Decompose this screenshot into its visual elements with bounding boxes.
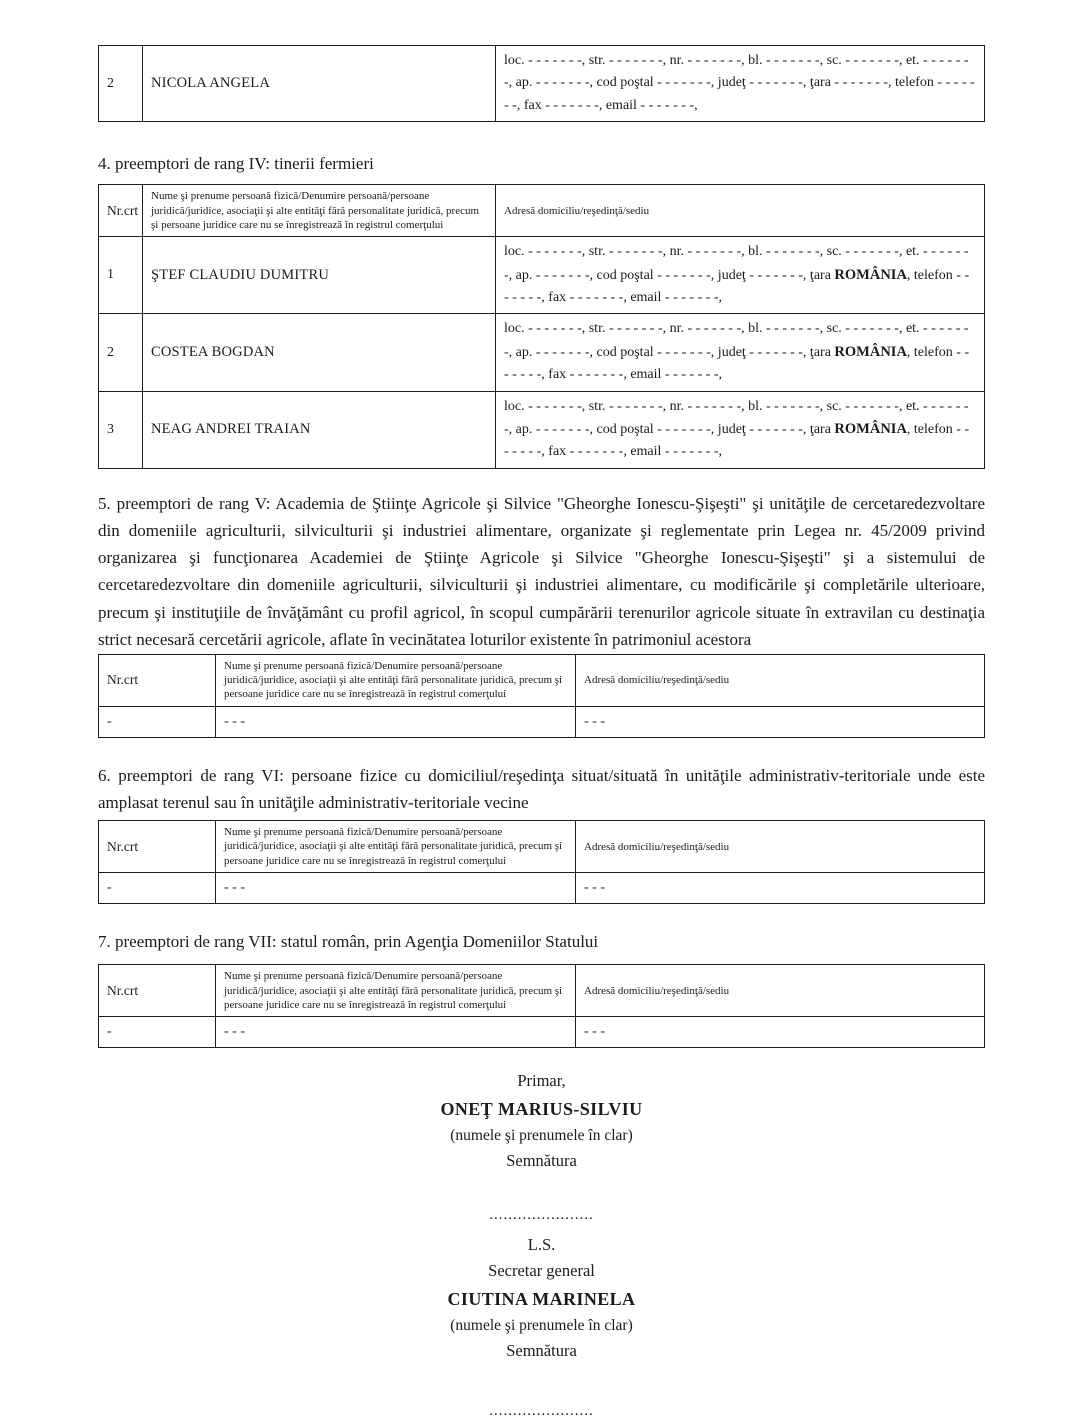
name-cell: - - - [216,706,576,737]
ls-stamp-label: L.S. [527,1234,556,1254]
row-number-cell: - [99,873,216,904]
section5-table [98,654,985,738]
address-text: , telefon - - - - - - -, fax - - - - - - -, email - - - - - - -, [504,421,970,460]
name-cell: NICOLA ANGELA [143,46,496,122]
secretar-name: CIUTINA MARINELA [447,1288,636,1309]
row-number-cell: 2 [99,46,143,122]
header-nr-cell: Nr.crt [99,654,216,706]
table-header-row [99,185,985,237]
header-nr-cell: Nr.crt [99,185,143,237]
section6-heading: 6. preemptori de rang VI: persoane fizice cu domiciliul/reşedinţa situat/situată în unităţile administrativ-teritoriale unde este amplasat terenul sau în unităţile administrativ-teritoriale vecine [98,765,985,812]
primar-name: ONEŢ MARIUS-SILVIU [440,1098,643,1119]
table-header-row [99,965,985,1017]
header-address-cell: Adresă domiciliu/reşedinţă/sediu [576,821,985,873]
section4-heading: 4. preemptori de rang IV: tinerii fermieri [98,154,374,174]
signature-dotted-line: ...................... [489,1402,594,1419]
signature-label: Semnătura [506,1151,577,1171]
header-name-cell: Nume şi prenume persoană fizică/Denumire persoană/persoane juridică/juridice, asociaţii şi alte entităţi fără personalitate juridică, precum şi persoane juridice care nu se înregistrează în registrul comerţului [216,821,576,873]
header-name-cell: Nume şi prenume persoană fizică/Denumire persoană/persoane juridică/juridice, asociaţii şi alte entităţi fără personalitate juridică, precum şi persoane juridice care nu se înregistrează în registrul comerţului [216,965,576,1017]
address-text: , telefon - - - - - - -, fax - - - - - - -, email - - - - - - -, [504,344,970,383]
row-number-cell: - [99,706,216,737]
signature-dotted-line: ...................... [489,1206,594,1223]
address-cell [496,391,985,468]
header-address-cell: Adresă domiciliu/reşedinţă/sediu [496,185,985,237]
table-header-row [99,654,985,706]
section7-table [98,964,985,1048]
signature-label: Semnătura [506,1341,577,1361]
header-name-cell: Nume şi prenume persoană fizică/Denumire persoană/persoane juridică/juridice, asociaţii şi alte entităţi fără personalitate juridică, precum şi persoane juridice care nu se înregistrează în registrul comerţului [216,654,576,706]
address-blank-text: loc. - - - - - - -, str. - - - - - - -, nr. - - - - - - -, bl. - - - - - - -, sc. - - - - - - -, et. - - - - - - -, ap. - - - - - - -, cod poştal - - - - - - -, judeţ - - - - - - -, ţara - - - - - - -, telefon - - - - - - -, fax - - - - - - -, email - - - - - - -, [504,53,975,113]
name-cell: COSTEA BOGDAN [143,314,496,391]
address-cell [496,237,985,314]
name-clarification-label: (numele şi prenumele în clar) [450,1126,633,1144]
row-number-cell: 2 [99,314,143,391]
name-cell: - - - [216,1017,576,1048]
name-cell: NEAG ANDREI TRAIAN [143,391,496,468]
signature-block [98,1073,985,1419]
header-address-cell: Adresă domiciliu/reşedinţă/sediu [576,965,985,1017]
row-number-cell: 1 [99,237,143,314]
header-name-cell: Nume şi prenume persoană fizică/Denumire persoană/persoane juridică/juridice, asociaţii şi alte entităţi fără personalitate juridică, precum şi persoane juridice care nu se înregistrează în registrul comerţului [143,185,496,237]
empty-table-row [99,706,985,737]
header-nr-cell: Nr.crt [99,821,216,873]
table-header-row [99,821,985,873]
country-text: ROMÂNIA [834,420,907,437]
address-text: , telefon - - - - - - -, fax - - - - - - -, email - - - - - - -, [504,267,970,306]
header-address-cell: Adresă domiciliu/reşedinţă/sediu [576,654,985,706]
row-number-cell: - [99,1017,216,1048]
empty-table-row [99,1017,985,1048]
name-clarification-label: (numele şi prenumele în clar) [450,1316,633,1334]
address-cell: - - - [576,873,985,904]
address-text: loc. - - - - - - -, str. - - - - - - -, nr. - - - - - - -, bl. - - - - - - -, sc. - - - - - - -, et. - - - - - - -, ap. - - - - - - -, cod poştal - - - - - - -, judeţ - - - - - - -, ţara [504,321,969,360]
header-nr-cell: Nr.crt [99,965,216,1017]
name-cell: ŞTEF CLAUDIU DUMITRU [143,237,496,314]
address-text: loc. - - - - - - -, str. - - - - - - -, nr. - - - - - - -, bl. - - - - - - -, sc. - - - - - - -, et. - - - - - - -, ap. - - - - - - -, cod poştal - - - - - - -, judeţ - - - - - - -, ţara [504,398,969,437]
address-cell [496,314,985,391]
address-cell [496,46,985,122]
address-text: loc. - - - - - - -, str. - - - - - - -, nr. - - - - - - -, bl. - - - - - - -, sc. - - - - - - -, et. - - - - - - -, ap. - - - - - - -, cod poştal - - - - - - -, judeţ - - - - - - -, ţara [504,244,969,283]
section7-heading: 7. preemptori de rang VII: statul român, prin Agenţia Domeniilor Statului [98,932,599,952]
table-row [99,46,985,122]
secretar-title: Secretar general [488,1261,595,1281]
primar-title: Primar, [517,1071,566,1091]
address-cell: - - - [576,1017,985,1048]
continuation-table [98,45,985,122]
empty-table-row [99,873,985,904]
section4-table [98,184,985,468]
row-number-cell: 3 [99,391,143,468]
table-row [99,391,985,468]
country-text: ROMÂNIA [834,266,907,283]
section5-heading: 5. preemptori de rang V: Academia de Ştiinţe Agricole şi Silvice "Gheorghe Ionescu-Şişeşti" şi unităţile de cercetaredezvoltare din domeniile agriculturii, silviculturii şi industriei alimentare, organizate şi reglementate prin Legea nr. 45/2009 privind organizarea şi funcţionarea Academiei de Ştiinţe Agricole şi Silvice "Gheorghe Ionescu-Şişeşti" şi a sistemului de cercetaredezvoltare din domeniile agriculturii, silviculturii şi industriei alimentare, cu modificările şi completările ulterioare, precum şi instituţiile de învăţământ cu profil agricol, în scopul cumpărării terenurilor agricole situate în extravilan cu destinaţia strict necesară cercetării agricole, aflate în vecinătatea loturilor existente în patrimoniul acestora [98,493,985,649]
address-cell: - - - [576,706,985,737]
table-row [99,237,985,314]
name-cell: - - - [216,873,576,904]
country-text: ROMÂNIA [834,343,907,360]
section6-table [98,820,985,904]
table-row [99,314,985,391]
